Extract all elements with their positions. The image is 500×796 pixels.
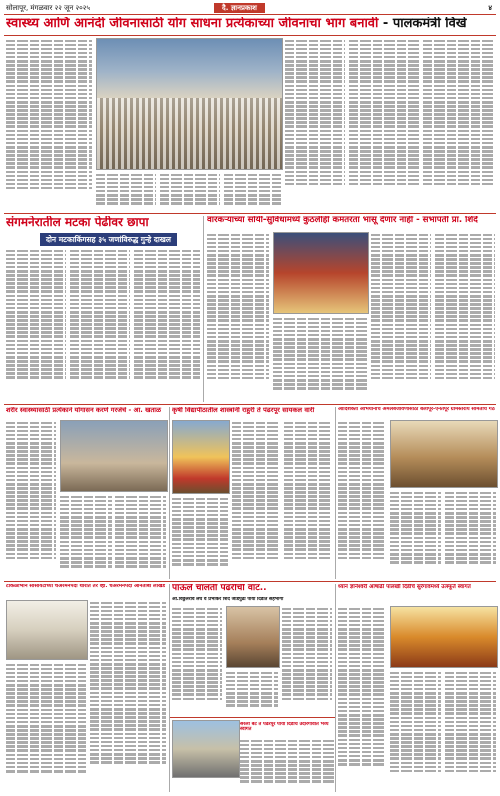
belapur-body-1 [338, 420, 386, 578]
lead-body-under-photo-1 [96, 172, 156, 210]
yoga2-body-3 [115, 494, 166, 578]
matka-raid-body-1 [6, 248, 66, 398]
takali-body-1 [90, 600, 166, 790]
warkari-body-2 [273, 316, 367, 402]
yoga2-headline: शरीर स्वास्थ्यासाठी प्रत्येकाने योगासन करणे गरजेचे - आ. खताळ [6, 407, 161, 414]
page-number: ४ [488, 4, 492, 12]
masthead-title: दै. ज्ञानप्रकाश [214, 3, 265, 13]
dhyan-headline: ध्यान ज्ञानेश्वरी आषाढी पालखी दिंडीचे सुरेगावमध्ये उत्स्फूर्त स्वागत [338, 584, 471, 590]
krushi-headline: कृषी विद्यापीठातील शास्त्रांनी राहुरी ते पंढरपूर सायकल वारी [172, 407, 315, 414]
dhyan-body-2 [390, 670, 441, 790]
masthead-strip [4, 3, 496, 15]
krushi-photo [172, 420, 230, 494]
dhyan-photo [390, 606, 498, 668]
belapur-body-3 [445, 490, 496, 578]
yoga-crowd-photo [96, 38, 283, 170]
takali-headline: टाकळीभान सोसायटीच्या चेअरमनपदी थोरात तर व्हा. चेअरमनपदी अनिताबा लोखंडे [6, 584, 166, 589]
paule-headline: पाऊले चालती पंढरीची वाट.. [172, 584, 267, 593]
krushi-body-3 [284, 420, 332, 578]
yoga2-body-1 [6, 420, 56, 578]
yoga2-photo [60, 420, 168, 492]
krushi-body-1 [232, 420, 280, 578]
lead-headline-red: स्वास्थ्य आणि आनंदी जीवनासाठी योग साधना प्रत्येकाच्या जीवनाचा भाग बनावी [6, 17, 379, 31]
takali-photo [6, 600, 88, 660]
belapur-body-2 [390, 490, 441, 578]
warkari-body-4 [435, 232, 495, 402]
paule-photo [226, 606, 280, 668]
warkari-body-3 [371, 232, 431, 402]
paule-body-2 [282, 606, 332, 714]
matka-raid-subhead: दोन मटकाकिंगसह ३५ जणांविरुद्ध गुन्हे दाखल [40, 233, 177, 246]
sarala-headline: सरला बेट ते पंढरपूर पायी दिंडीचे उंदीरगावात भव्य स्वागत [240, 722, 329, 733]
paule-body-3 [226, 670, 278, 714]
belapur-headline: आदिशक्ती अभियानाचे अंमलबजावणीसाठी बेलापूर-ऐनतपूर ग्रामस्तरीय समितीचे गठ [338, 407, 495, 412]
warkari-headline: वारकऱ्यांच्या सोयी-सुविधांमध्ये कुठलीही कमतरता भासू देणार नाही - सभापती प्रा. शिंदे [207, 216, 478, 225]
lead-body-under-photo-2 [160, 172, 220, 210]
lead-body-left [6, 38, 92, 208]
lead-body-mid [285, 38, 345, 210]
lead-headline [6, 17, 494, 31]
yoga2-body-2 [60, 494, 112, 578]
lead-body-under-photo-3 [224, 172, 281, 210]
lead-headline-black: - पालकमंत्री विखे [378, 17, 467, 31]
warkari-meeting-photo [273, 232, 369, 314]
warkari-body-1 [207, 232, 269, 402]
lead-body-right-2 [423, 38, 495, 210]
krushi-body-2 [172, 496, 228, 578]
matka-raid-body-2 [70, 248, 130, 398]
paule-subhead: आ.विठ्ठलराव लंघे व प्रभाकर शिंदे जोडपुढी पायी दिंडीत सहभागी [172, 597, 284, 602]
lead-body-right-1 [349, 38, 419, 210]
dhyan-body-3 [445, 670, 496, 790]
belapur-photo [390, 420, 498, 488]
sarala-photo [172, 720, 240, 778]
matka-raid-body-3 [134, 248, 200, 398]
masthead-date: सोलापूर, मंगळवार २२ जून २०२५ [6, 4, 91, 12]
paule-body-1 [172, 606, 222, 714]
sarala-body [240, 738, 334, 790]
dhyan-body-1 [338, 606, 386, 790]
matka-raid-headline: संगमनेरातील मटका पेढीवर छापा [6, 216, 149, 229]
takali-body-2 [6, 662, 86, 790]
